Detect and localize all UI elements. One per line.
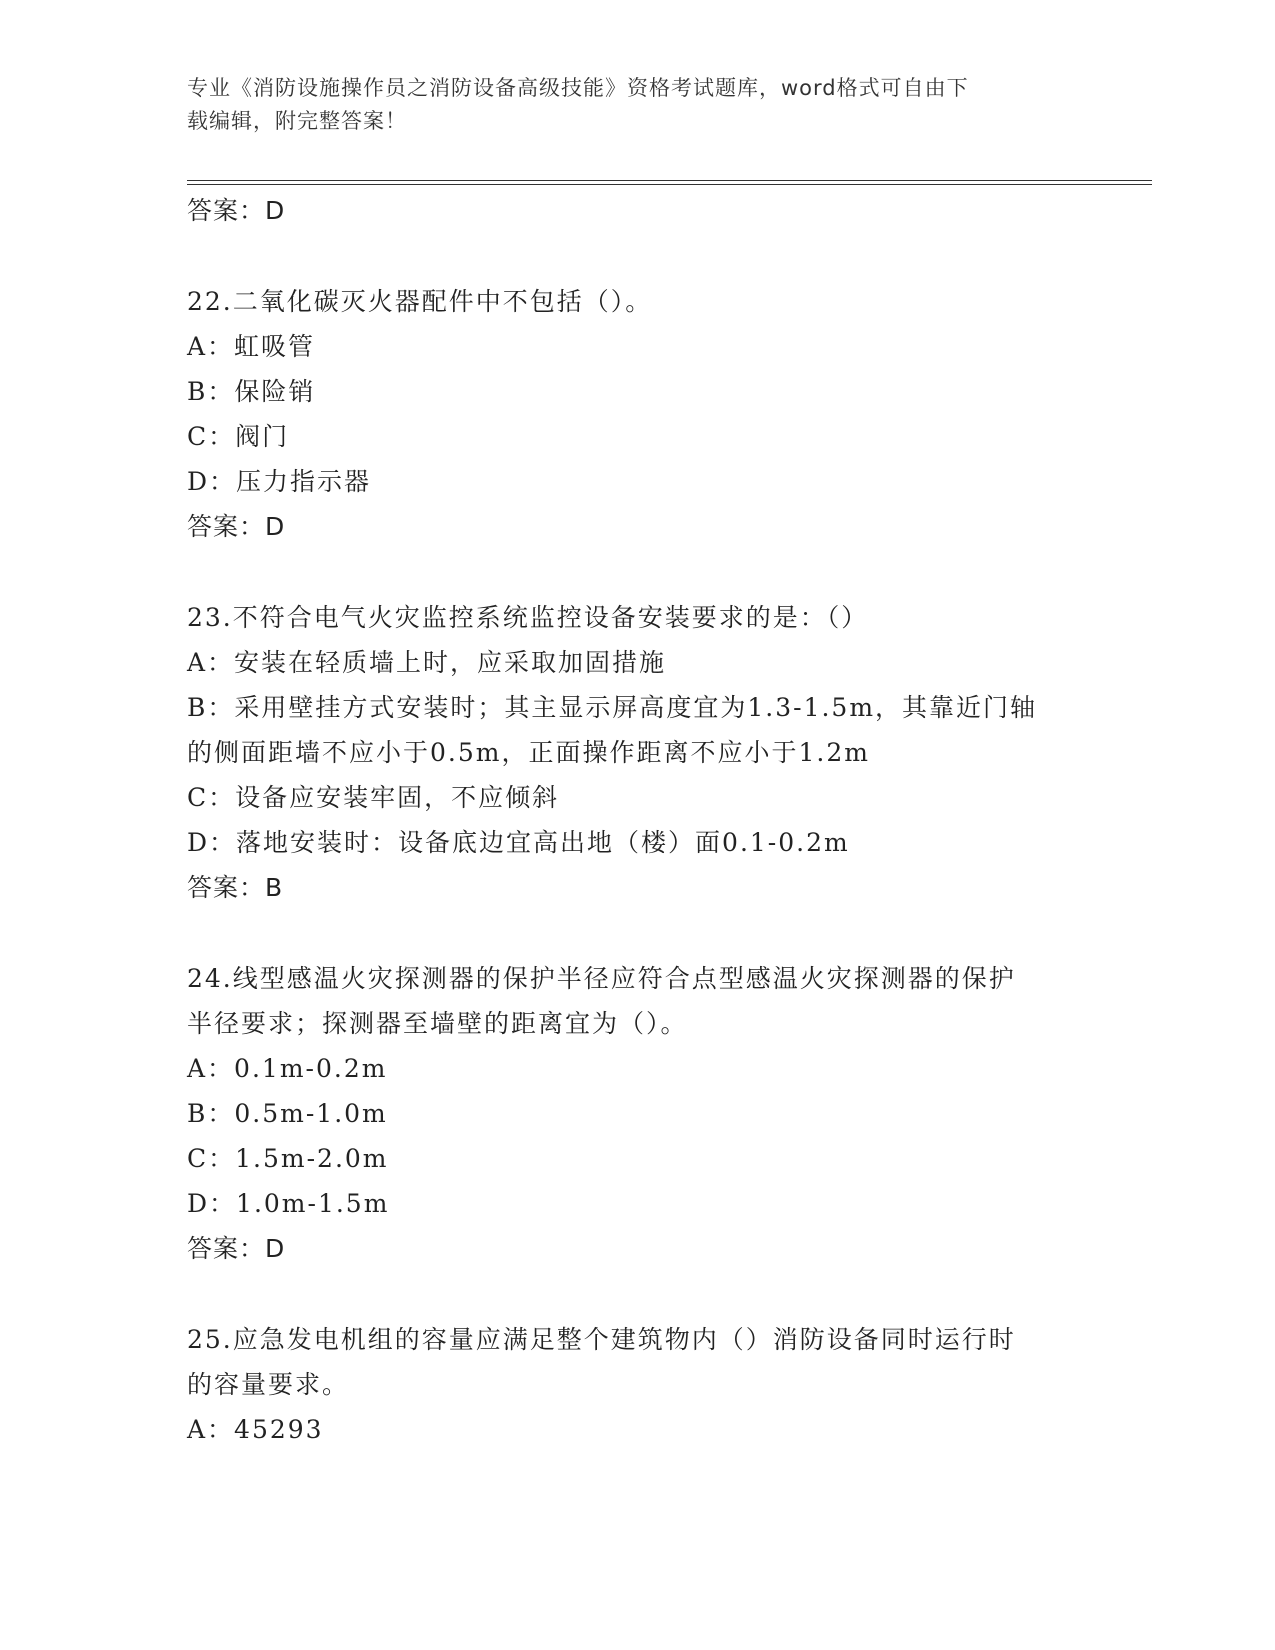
answer-label: 答案：	[187, 873, 266, 902]
answer-line	[187, 1226, 1087, 1271]
answer-value: B	[265, 873, 284, 902]
answer-line	[187, 188, 1087, 233]
answer-label: 答案：	[187, 1234, 266, 1263]
answer-value: D	[265, 196, 286, 225]
spacer	[187, 910, 1087, 956]
option-b-continued: 的侧面距墙不应小于0.5m，正面操作距离不应小于1.2m	[187, 738, 870, 767]
question-24	[187, 956, 1087, 1271]
option-d: D：压力指示器	[187, 467, 372, 496]
spacer	[187, 1271, 1087, 1317]
answer-value: D	[265, 1234, 286, 1263]
option-a: A：45293	[187, 1415, 324, 1444]
question-22	[187, 279, 1087, 549]
question-stem: 22.二氧化碳灭火器配件中不包括（）。	[187, 287, 653, 316]
answer-value: D	[265, 512, 286, 541]
option-a: A：虹吸管	[187, 332, 316, 361]
spacer	[187, 233, 1087, 279]
answer-line	[187, 865, 1087, 910]
option-a: A：0.1m-0.2m	[187, 1054, 388, 1083]
question-stem: 25.应急发电机组的容量应满足整个建筑物内（）消防设备同时运行时	[187, 1325, 1016, 1354]
question-list	[187, 188, 1087, 1452]
document-header	[187, 72, 1077, 138]
answer-line	[187, 504, 1087, 549]
question-23	[187, 595, 1087, 910]
question-stem: 24.线型感温火灾探测器的保护半径应符合点型感温火灾探测器的保护	[187, 964, 1016, 993]
option-d: D：落地安装时：设备底边宜高出地（楼）面0.1-0.2m	[187, 828, 850, 857]
header-line-1: 专业《消防设施操作员之消防设备高级技能》资格考试题库，word格式可自由下	[187, 76, 969, 100]
option-c: C：1.5m-2.0m	[187, 1144, 389, 1173]
option-c: C：阀门	[187, 422, 290, 451]
option-b: B：采用壁挂方式安装时；其主显示屏高度宜为1.3-1.5m，其靠近门轴	[187, 693, 1038, 722]
header-line-2: 载编辑，附完整答案！	[187, 109, 407, 133]
option-a: A：安装在轻质墙上时，应采取加固措施	[187, 648, 667, 677]
question-25	[187, 1317, 1087, 1452]
header-rule-thick	[187, 180, 1152, 181]
option-b: B：保险销	[187, 377, 316, 406]
option-b: B：0.5m-1.0m	[187, 1099, 388, 1128]
header-rule-thin	[187, 184, 1152, 185]
answer-label: 答案：	[187, 196, 266, 225]
option-d: D：1.0m-1.5m	[187, 1189, 390, 1218]
question-stem-continued: 半径要求；探测器至墙壁的距离宜为（）。	[187, 1009, 688, 1038]
question-stem-continued: 的容量要求。	[187, 1370, 350, 1399]
question-stem: 23.不符合电气火灾监控系统监控设备安装要求的是：（）	[187, 603, 869, 632]
spacer	[187, 549, 1087, 595]
answer-label: 答案：	[187, 512, 266, 541]
option-c: C：设备应安装牢固，不应倾斜	[187, 783, 560, 812]
